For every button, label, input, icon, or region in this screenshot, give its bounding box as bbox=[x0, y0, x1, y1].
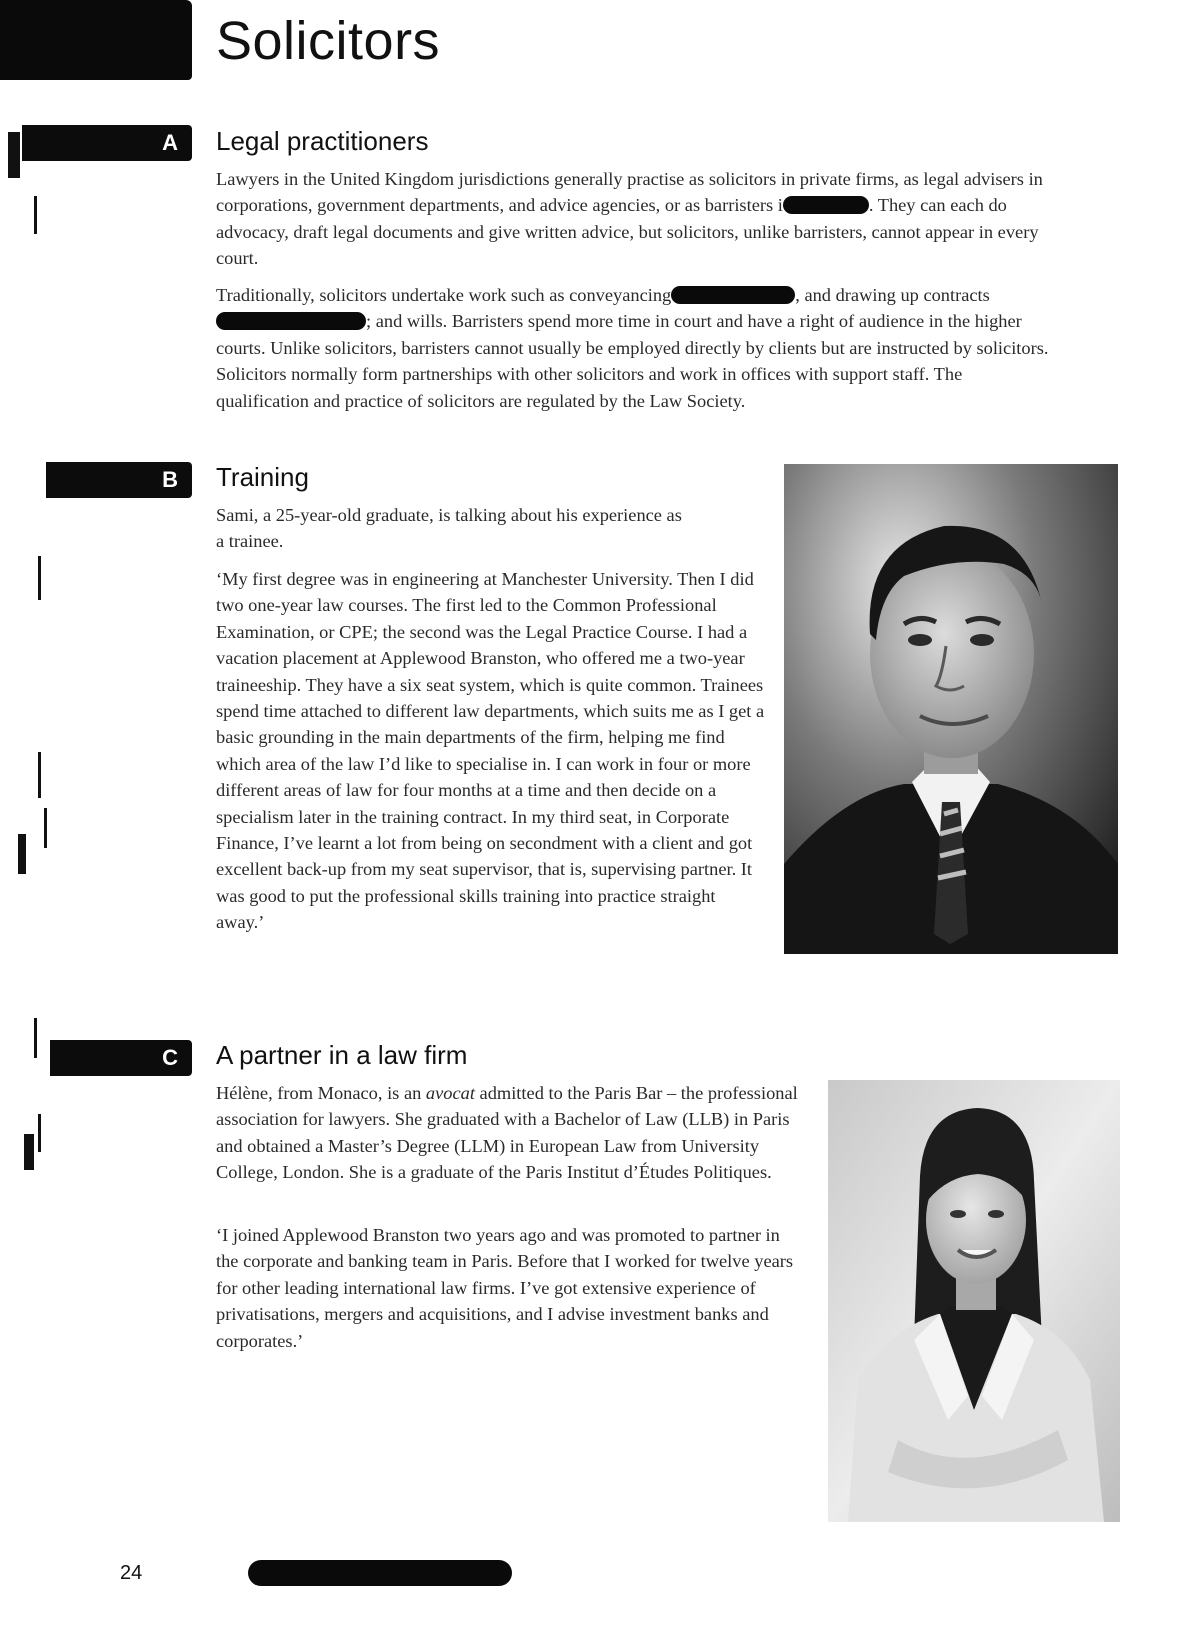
section-b-intro: Sami, a 25-year-old graduate, is talking about his experience as a trainee. bbox=[216, 505, 682, 552]
page-title: Solicitors bbox=[216, 11, 441, 71]
section-b-tab bbox=[46, 462, 192, 498]
redaction-mark bbox=[671, 286, 795, 304]
section-letter: B bbox=[162, 467, 178, 492]
partner-photo bbox=[828, 1080, 1120, 1522]
margin-mark bbox=[24, 1134, 34, 1170]
section-a-paragraph-1: Lawyers in the United Kingdom jurisdictions generally practise as solicitors in private firms, as legal advisers in corporations, government departments, and advice agencies, or as barristers i . They can each do advocacy, draft legal documents and give written advice, but solicitors, unlike barristers, cannot appear in every court. bbox=[216, 169, 1043, 269]
section-letter: C bbox=[162, 1045, 178, 1070]
man-portrait-icon bbox=[784, 464, 1118, 954]
section-b-quote: ‘My first degree was in engineering at Manchester University. Then I did two one-year law courses. The first led to the Common Professional Examination, or CPE; the second was the Legal Practice Course. I had a vacation placement at Applewood Branston, who offered me a two-year traineeship. They have a six seat system, which is quite common. Trainees spend time attached to different law departments, which suits me as I get a basic grounding in the main departments of the firm, helping me find which area of the law I’d like to specialise in. I can work in four or more different areas of law for four months at a time and then decide on a specialism later in the training contract. In my third seat, in Corporate Finance, I’ve learnt a lot from being on secondment with a client and got excellent back-up from my seat supervisor, that is, supervising partner. It was good to put the professional skills training into practice straight away.’ bbox=[216, 569, 765, 933]
trainee-photo bbox=[784, 464, 1118, 954]
margin-mark bbox=[8, 132, 20, 178]
unit-tab bbox=[0, 0, 192, 80]
section-c-paragraph-2: ‘I joined Applewood Branston two years ago and was promoted to partner in the corporate and banking team in Paris. Before that I worked for twelve years for other leading international law firms. I’ve got extensive experience of privatisations, mergers and acquisitions, and I advise investment banks and corporates.’ bbox=[216, 1225, 794, 1351]
footer-redaction-bar bbox=[248, 1560, 512, 1586]
margin-mark bbox=[38, 556, 41, 600]
section-letter: A bbox=[162, 130, 178, 155]
section-b-heading: Training bbox=[216, 462, 309, 492]
margin-mark bbox=[34, 196, 37, 234]
redaction-mark bbox=[783, 196, 869, 214]
section-c-tab bbox=[50, 1040, 192, 1076]
page-number: 24 bbox=[120, 1562, 143, 1584]
section-c-heading: A partner in a law firm bbox=[216, 1040, 468, 1070]
redaction-mark bbox=[216, 312, 366, 330]
section-a-tab bbox=[22, 125, 192, 161]
margin-mark bbox=[44, 808, 47, 848]
margin-mark bbox=[18, 834, 26, 874]
margin-mark bbox=[38, 752, 41, 798]
margin-mark bbox=[38, 1114, 41, 1152]
section-a-paragraph-2: Traditionally, solicitors undertake work such as conveyancing , and drawing up contracts ; and wills. Barristers spend more time in court and have a right of audience in the higher courts. Unlike solicitors, barristers cannot usually be employed directly by clients but are instructed by solicitors. Solicitors normally form partnerships with other solicitors and work in offices with support staff. The qualification and practice of solicitors are regulated by the Law Society. bbox=[216, 285, 1049, 411]
section-a-heading: Legal practitioners bbox=[216, 126, 429, 156]
section-c-paragraph-1: Hélène, from Monaco, is an avocat admitted to the Paris Bar – the professional association for lawyers. She graduated with a Bachelor of Law (LLB) in Paris and obtained a Master’s Degree (LLM) in European Law from University College, London. She is a graduate of the Paris Institut d’Études Politiques. bbox=[216, 1083, 798, 1183]
woman-portrait-icon bbox=[828, 1080, 1120, 1522]
margin-mark bbox=[34, 1018, 37, 1058]
